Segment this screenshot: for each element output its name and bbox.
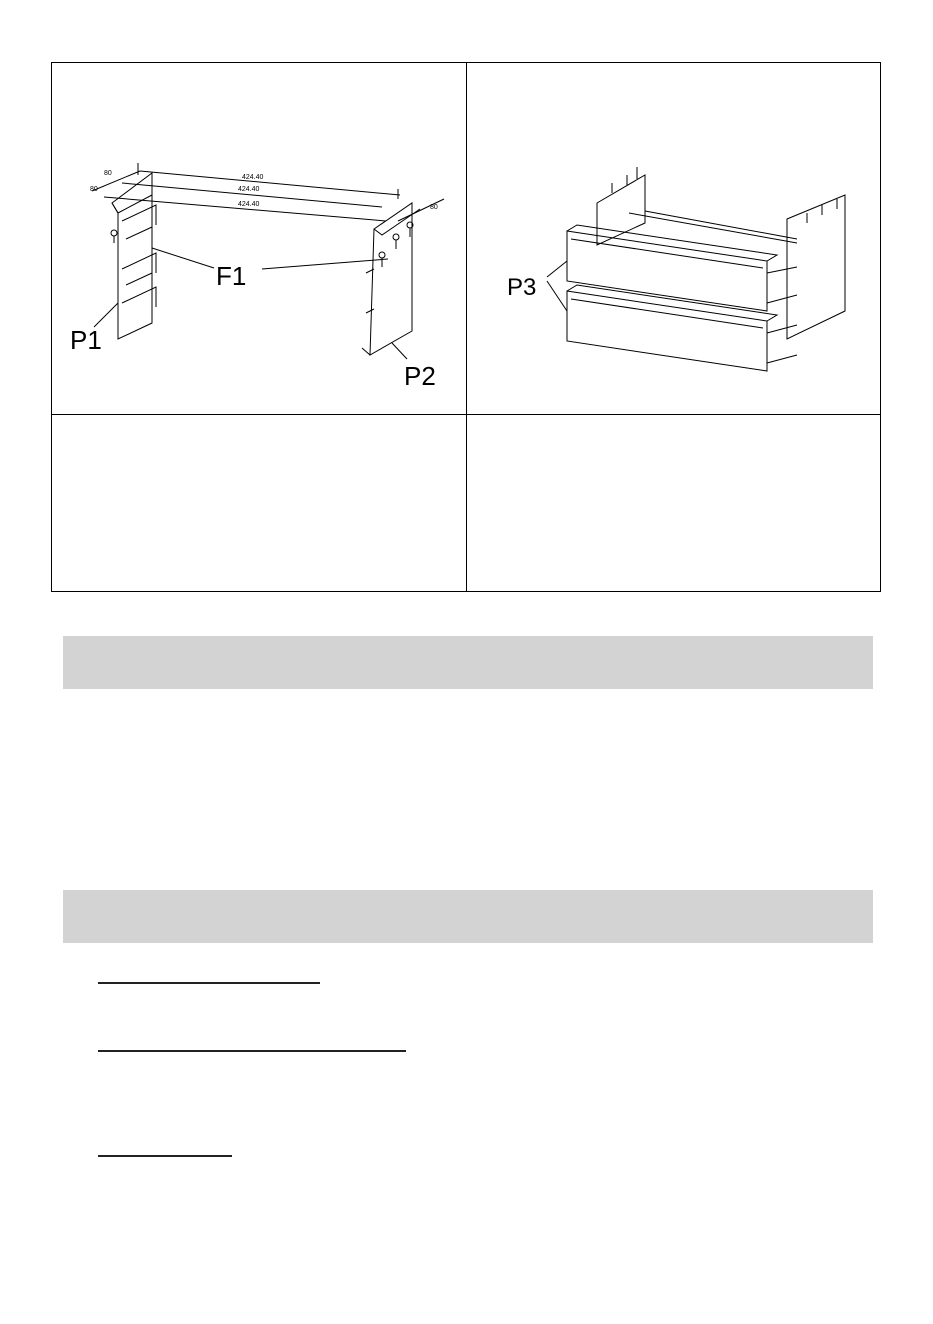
dimension-right: 80 [430, 204, 438, 211]
figure-table [51, 62, 881, 592]
figure-drawer-assembly [467, 63, 880, 415]
underline-rule [98, 982, 320, 984]
dimension-top: 424.40 [242, 174, 264, 181]
frame-diagram [52, 63, 467, 415]
label-p1: P1 [70, 325, 102, 355]
dimension-left-a: 80 [104, 170, 112, 177]
section-header-bar [63, 890, 873, 943]
drawer-diagram [467, 63, 880, 415]
figure-frame-assembly [52, 63, 467, 415]
label-f1: F1 [216, 261, 247, 291]
underline-rule [98, 1050, 406, 1052]
dimension-bottom: 424.40 [238, 201, 260, 208]
dimension-middle: 424.40 [238, 186, 260, 193]
figure-empty-cell-left [52, 415, 467, 591]
label-p2: P2 [404, 361, 436, 391]
section-header-bar [63, 636, 873, 689]
label-p3: P3 [507, 274, 537, 301]
underline-rule [98, 1155, 232, 1157]
figure-empty-cell-right [467, 415, 880, 591]
dimension-left-b: 80 [90, 186, 98, 193]
